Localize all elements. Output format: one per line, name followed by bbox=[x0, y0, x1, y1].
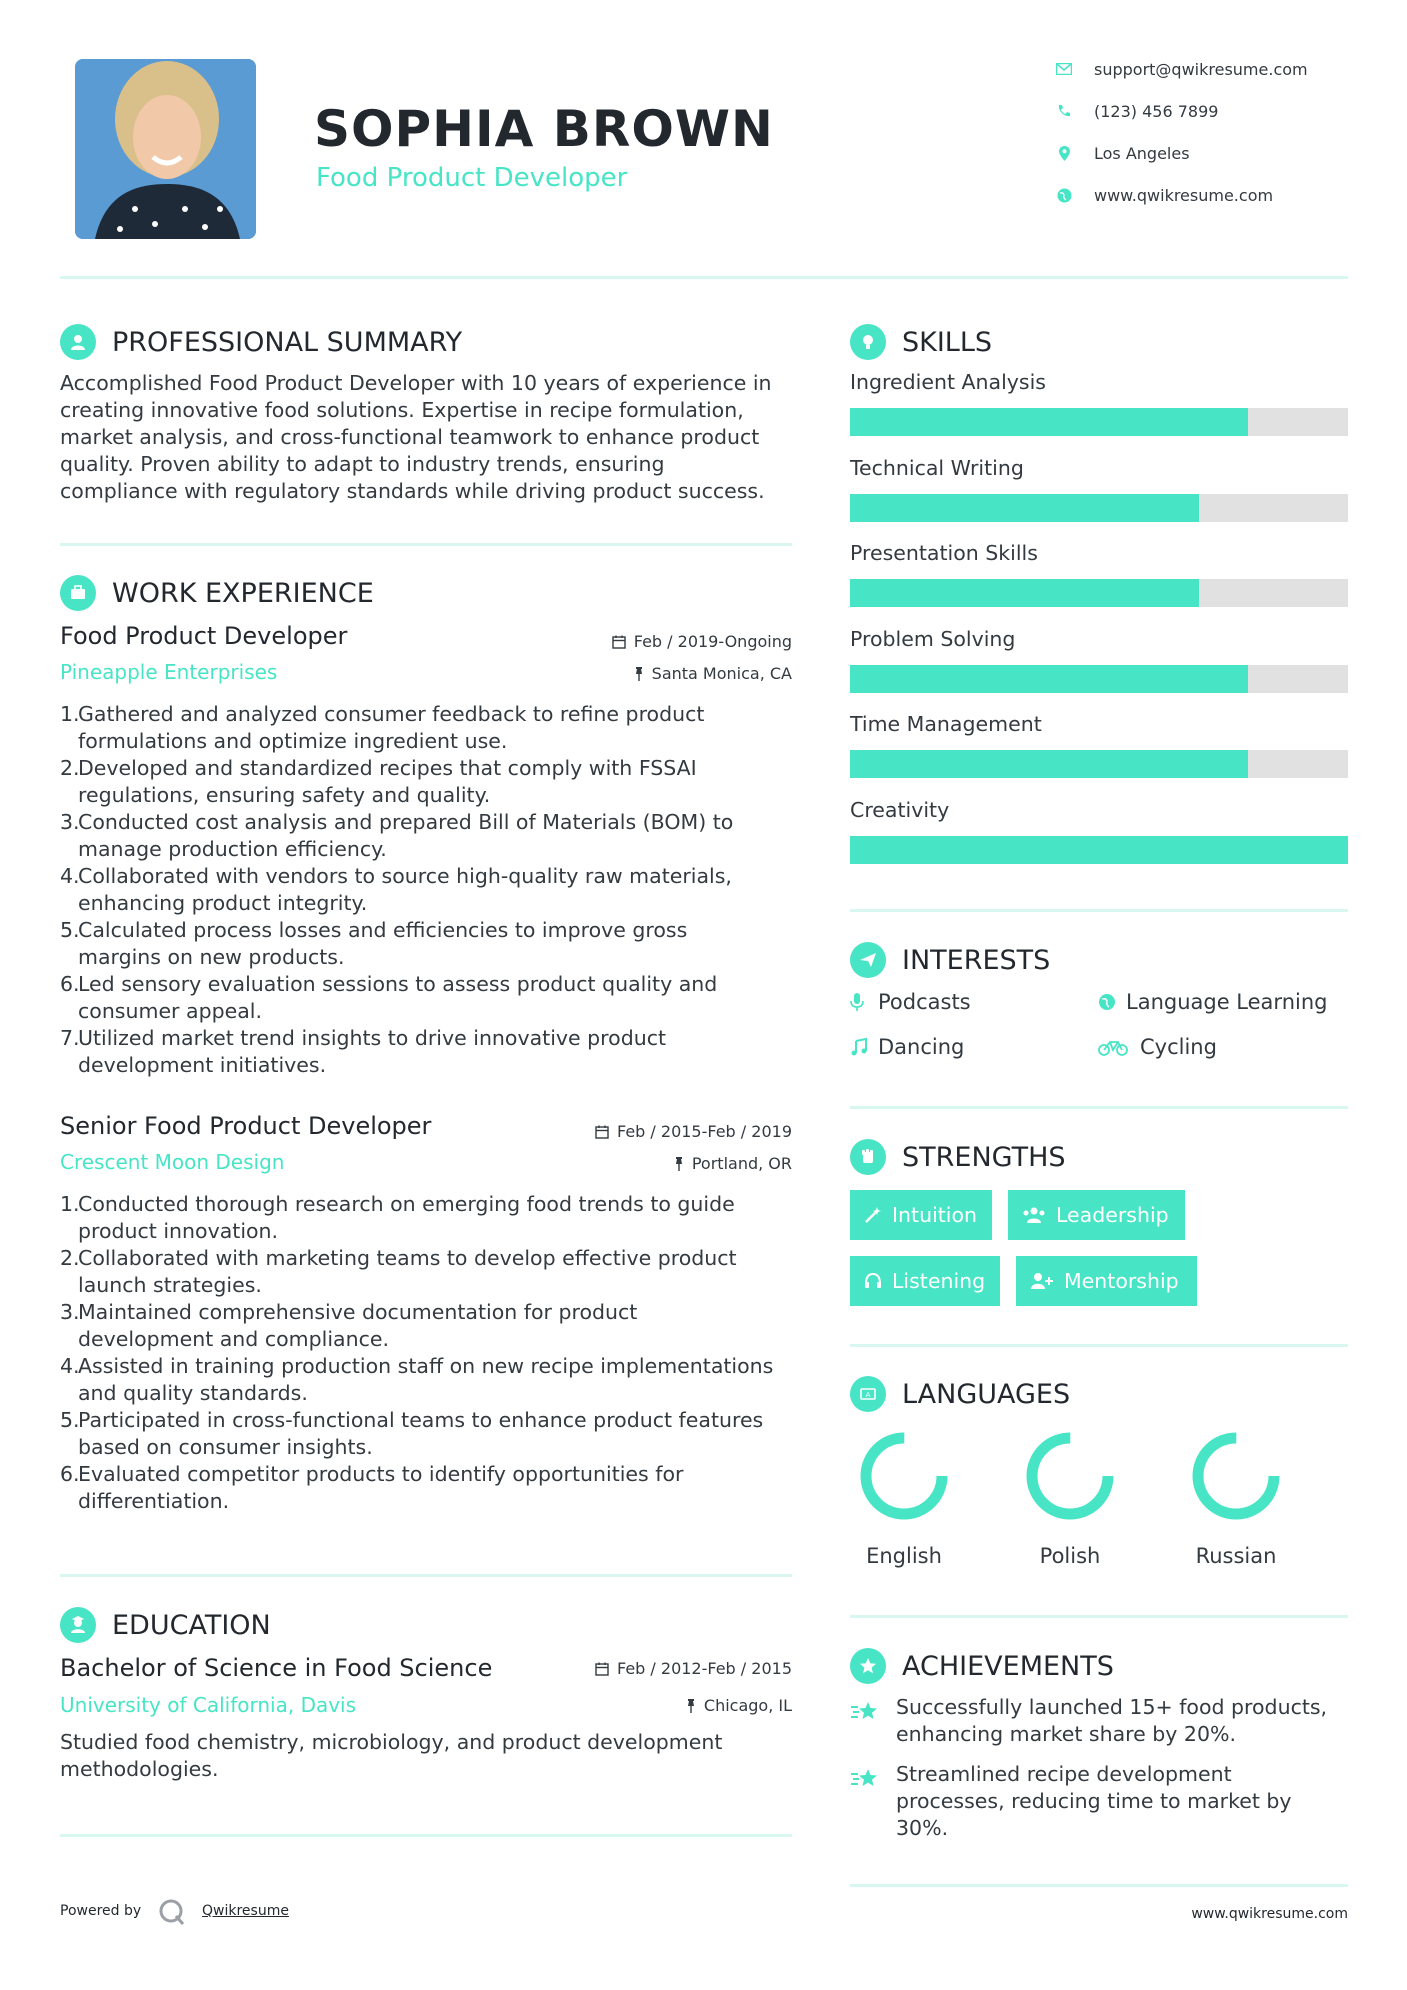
interest-cycling bbox=[1098, 1035, 1217, 1059]
list-item: 4. Collaborated with vendors to source high-quality raw materials, enhancing product integrity. bbox=[60, 864, 732, 915]
skill-bar bbox=[850, 665, 1348, 693]
education-line: Studied food chemistry, microbiology, and product development bbox=[60, 1730, 723, 1754]
paper-plane-icon bbox=[850, 942, 886, 978]
header-divider bbox=[60, 276, 1348, 279]
list-item: 2. Collaborated with marketing teams to develop effective product launch strategies. bbox=[60, 1246, 737, 1297]
strength-label: Intuition bbox=[892, 1203, 978, 1227]
contact-email[interactable] bbox=[1054, 59, 1354, 79]
skills-title: SKILLS bbox=[902, 326, 993, 358]
list-item: 3. Conducted cost analysis and prepared Bill of Materials (BOM) to manage production efficiency. bbox=[60, 810, 734, 861]
skill-label: Technical Writing bbox=[850, 455, 1024, 480]
strength-label: Leadership bbox=[1056, 1203, 1169, 1227]
job-duties-list bbox=[60, 701, 800, 1079]
skill-label: Time Management bbox=[850, 712, 1042, 736]
skill-label: Problem Solving bbox=[850, 626, 1016, 651]
skill-label: Creativity bbox=[850, 797, 950, 822]
experience-heading bbox=[60, 575, 374, 611]
magic-wand-icon bbox=[864, 1206, 882, 1224]
achievement-line: enhancing market share by 20%. bbox=[896, 1722, 1236, 1746]
brand-link[interactable]: Qwikresume bbox=[202, 1903, 289, 1919]
job-date-text: Feb / 2015-Feb / 2019 bbox=[617, 1122, 792, 1141]
shooting-star-icon bbox=[850, 1766, 880, 1792]
footer-website[interactable]: www.qwikresume.com bbox=[1191, 1906, 1348, 1922]
job-date bbox=[480, 1122, 792, 1141]
job-title: Senior Food Product Developer bbox=[60, 1112, 432, 1140]
strength-tag-intuition bbox=[850, 1190, 992, 1240]
job-date bbox=[480, 632, 792, 651]
summary-text bbox=[60, 370, 800, 505]
pushpin-icon bbox=[686, 1699, 696, 1713]
calendar-icon bbox=[595, 1125, 609, 1139]
language-label: English bbox=[866, 1544, 942, 1568]
pushpin-icon bbox=[634, 667, 644, 681]
job-location bbox=[480, 664, 792, 683]
achievement-item bbox=[896, 1694, 1346, 1748]
education-location bbox=[480, 1696, 792, 1715]
achievements-heading bbox=[850, 1648, 1114, 1684]
language-ring-arc bbox=[1198, 1438, 1274, 1514]
languages-title: LANGUAGES bbox=[902, 1378, 1071, 1410]
education-date bbox=[480, 1659, 792, 1678]
summary-line: quality. Proven ability to adapt to industry trends, ensuring bbox=[60, 452, 665, 476]
skill-bar bbox=[850, 836, 1348, 864]
language-label: Russian bbox=[1195, 1544, 1277, 1568]
language-label: Polish bbox=[1039, 1544, 1101, 1568]
list-item: 6. Evaluated competitor products to identify opportunities for differentiation. bbox=[60, 1462, 684, 1513]
summary-line: compliance with regulatory standards while driving product success. bbox=[60, 479, 765, 503]
skill-label: Presentation Skills bbox=[850, 541, 1038, 565]
languages-heading bbox=[850, 1376, 1070, 1412]
job-date-text: Feb / 2019-Ongoing bbox=[633, 632, 792, 651]
skill-bar-fill bbox=[850, 665, 1248, 693]
bicycle-icon bbox=[1098, 1038, 1130, 1056]
contact-phone[interactable] bbox=[1054, 101, 1354, 121]
list-item: 3. Maintained comprehensive documentation for product development and compliance. bbox=[60, 1300, 638, 1351]
skill-bar-fill bbox=[850, 750, 1248, 778]
powered-by-label: Powered by bbox=[60, 1903, 142, 1919]
list-item: 6. Led sensory evaluation sessions to assess product quality and consumer appeal. bbox=[60, 972, 718, 1023]
qwikresume-logo-icon bbox=[157, 1897, 187, 1931]
interest-label: Dancing bbox=[878, 1035, 965, 1059]
education-title: EDUCATION bbox=[112, 1609, 271, 1641]
phone-text: (123) 456 7899 bbox=[1094, 101, 1219, 121]
interest-podcasts bbox=[850, 990, 971, 1014]
achievement-item bbox=[896, 1761, 1346, 1842]
svg-text:A: A bbox=[865, 1391, 871, 1399]
strength-label: Listening bbox=[892, 1269, 986, 1293]
language-ring-arc bbox=[866, 1438, 942, 1514]
globe-icon bbox=[1098, 993, 1116, 1011]
skill-bar-fill bbox=[850, 408, 1248, 436]
job-duties-list bbox=[60, 1191, 800, 1515]
headphones-icon bbox=[864, 1272, 882, 1290]
skill-bar-fill bbox=[850, 579, 1199, 607]
section-divider bbox=[60, 543, 792, 546]
language-ring-arc bbox=[1032, 1438, 1108, 1514]
degree-title: Bachelor of Science in Food Science bbox=[60, 1654, 493, 1682]
achievement-line: processes, reducing time to market by bbox=[896, 1789, 1292, 1813]
music-icon bbox=[850, 1038, 868, 1056]
summary-line: Accomplished Food Product Developer with 10 years of experience in bbox=[60, 371, 772, 395]
achievements-title: ACHIEVEMENTS bbox=[902, 1650, 1114, 1682]
list-item: 7. Utilized market trend insights to drive innovative product development initiatives. bbox=[60, 1026, 667, 1077]
section-divider bbox=[60, 1834, 792, 1837]
education-heading bbox=[60, 1607, 271, 1643]
interests-heading bbox=[850, 942, 1050, 978]
list-item: 4. Assisted in training production staff on new recipe implementations and quality standards. bbox=[60, 1354, 774, 1405]
website-text: www.qwikresume.com bbox=[1094, 185, 1274, 205]
achievement-line: 30%. bbox=[896, 1816, 949, 1840]
language-proficiency-ring bbox=[1024, 1430, 1116, 1522]
list-item: 5. Participated in cross-functional teams to enhance product features based on consumer insights. bbox=[60, 1408, 764, 1459]
strength-label: Mentorship bbox=[1064, 1269, 1179, 1293]
calendar-icon bbox=[595, 1662, 609, 1676]
profile-photo bbox=[75, 59, 256, 239]
skill-bar bbox=[850, 579, 1348, 607]
section-divider bbox=[850, 1884, 1348, 1887]
experience-title: WORK EXPERIENCE bbox=[112, 577, 374, 609]
interest-label: Podcasts bbox=[878, 990, 971, 1014]
list-item: 5. Calculated process losses and efficiencies to improve gross margins on new products. bbox=[60, 918, 688, 969]
summary-title: PROFESSIONAL SUMMARY bbox=[112, 326, 463, 358]
skill-bar bbox=[850, 494, 1348, 522]
skill-bar bbox=[850, 408, 1348, 436]
section-divider bbox=[850, 1344, 1348, 1347]
contact-location bbox=[1054, 143, 1354, 163]
job-location-text: Portland, OR bbox=[691, 1154, 792, 1173]
education-line: methodologies. bbox=[60, 1757, 219, 1781]
achievement-line: Successfully launched 15+ food products, bbox=[896, 1695, 1328, 1719]
microphone-icon bbox=[850, 992, 868, 1012]
interest-language-learning bbox=[1098, 990, 1327, 1014]
strengths-heading bbox=[850, 1139, 1066, 1175]
education-description bbox=[60, 1729, 800, 1783]
calendar-icon bbox=[612, 635, 626, 649]
strengths-title: STRENGTHS bbox=[902, 1141, 1066, 1173]
skills-heading bbox=[850, 324, 992, 360]
map-pin-icon bbox=[1054, 143, 1074, 163]
user-icon bbox=[60, 324, 96, 360]
list-item: 2. Developed and standardized recipes that comply with FSSAI regulations, ensuring safety and quality. bbox=[60, 756, 697, 807]
summary-line: creating innovative food solutions. Expertise in recipe formulation, bbox=[60, 398, 744, 422]
users-icon bbox=[1022, 1206, 1046, 1224]
candidate-role: Food Product Developer bbox=[316, 163, 628, 193]
strength-tag-mentorship bbox=[1016, 1256, 1197, 1306]
section-divider bbox=[60, 1574, 792, 1577]
section-divider bbox=[850, 1615, 1348, 1618]
language-icon bbox=[850, 1376, 886, 1412]
envelope-icon bbox=[1054, 59, 1074, 79]
list-item: 1. Gathered and analyzed consumer feedback to refine product formulations and optimize ingredient use. bbox=[60, 702, 705, 753]
lightbulb-icon bbox=[850, 324, 886, 360]
interest-label: Cycling bbox=[1140, 1035, 1217, 1059]
interest-dancing bbox=[850, 1035, 964, 1059]
summary-heading bbox=[60, 324, 462, 360]
shooting-star-icon bbox=[850, 1699, 880, 1725]
pushpin-icon bbox=[674, 1157, 684, 1171]
skill-bar-fill bbox=[850, 494, 1199, 522]
skill-bar bbox=[850, 750, 1348, 778]
interest-label: Language Learning bbox=[1126, 990, 1328, 1014]
globe-icon bbox=[1054, 185, 1074, 205]
company-name: Pineapple Enterprises bbox=[60, 660, 278, 684]
strength-tag-leadership bbox=[1008, 1190, 1185, 1240]
job-location bbox=[480, 1154, 792, 1173]
user-plus-icon bbox=[1030, 1272, 1054, 1290]
school-name: University of California, Davis bbox=[60, 1693, 357, 1717]
fist-icon bbox=[850, 1139, 886, 1175]
skill-bar-fill bbox=[850, 836, 1348, 864]
contact-website[interactable] bbox=[1054, 185, 1354, 205]
candidate-name: SOPHIA BROWN bbox=[314, 100, 774, 158]
education-date-text: Feb / 2012-Feb / 2015 bbox=[617, 1659, 792, 1678]
language-proficiency-ring bbox=[858, 1430, 950, 1522]
achievement-line: Streamlined recipe development bbox=[896, 1762, 1232, 1786]
education-location-text: Chicago, IL bbox=[703, 1696, 792, 1715]
strength-tag-listening bbox=[850, 1256, 1000, 1306]
phone-icon bbox=[1054, 101, 1074, 121]
email-text: support@qwikresume.com bbox=[1094, 59, 1308, 79]
section-divider bbox=[850, 909, 1348, 912]
location-text: Los Angeles bbox=[1094, 143, 1190, 163]
skill-label: Ingredient Analysis bbox=[850, 370, 1046, 394]
job-title: Food Product Developer bbox=[60, 622, 348, 650]
graduate-icon bbox=[60, 1607, 96, 1643]
company-name: Crescent Moon Design bbox=[60, 1150, 285, 1174]
section-divider bbox=[850, 1106, 1348, 1109]
job-location-text: Santa Monica, CA bbox=[651, 664, 792, 683]
star-badge-icon bbox=[850, 1648, 886, 1684]
language-proficiency-ring bbox=[1190, 1430, 1282, 1522]
interests-title: INTERESTS bbox=[902, 944, 1051, 976]
list-item: 1. Conducted thorough research on emerging food trends to guide product innovation. bbox=[60, 1192, 735, 1243]
briefcase-icon bbox=[60, 575, 96, 611]
summary-line: market analysis, and cross-functional teamwork to enhance product bbox=[60, 425, 760, 449]
